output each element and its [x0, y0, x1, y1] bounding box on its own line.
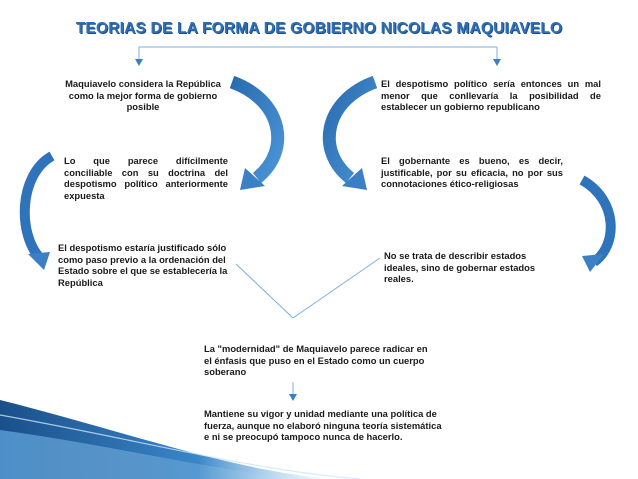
left-curved-arrow [25, 156, 52, 270]
curved-arrow-icon [28, 252, 50, 270]
block-gobernante-bueno: El gobernante es bueno, es decir, justificable, por su eficacia, no por sus connotaciones ético-religiosas [381, 155, 563, 189]
middle-down-arrow [289, 382, 297, 401]
block-despotismo-mal-menor: El despotismo político sería entonces un mal menor que conllevaría la posibilidad de establecer un gobierno republicano [381, 78, 601, 112]
block-vigor: Mantiene su vigor y unidad mediante una política de fuerza, aunque no elaboró ninguna teoría sistemática e ni se preocupó tampoco nunca de hacerlo. [204, 408, 442, 442]
block-estados-reales: No se trata de describir estados ideales, sino de gobernar estados reales. [384, 250, 536, 284]
down-arrow-icon [135, 59, 143, 66]
down-arrow-icon [493, 59, 501, 66]
v-shape-connector [236, 258, 380, 318]
block-modernidad: La "modernidad" de Maquiavelo parece radicar en el énfasis que puso en el Estado como un cuerpo soberano [204, 343, 428, 377]
block-conciliable: Lo que parece difícilmente conciliable con su doctrina del despotismo político anteriormente expuesta [64, 155, 228, 201]
top-connector [135, 47, 501, 66]
down-arrow-icon [289, 394, 297, 401]
crossing-curved-arrows [232, 82, 375, 190]
block-republica: Maquiavelo considera la República como la mejor forma de gobierno posible [65, 78, 221, 112]
right-curved-arrow [582, 180, 611, 272]
page-title: TEORIAS DE LA FORMA DE GOBIERNO NICOLAS MAQUIAVELO [75, 20, 563, 37]
block-justificado: El despotismo estaría justificado sólo como paso previo a la ordenación del Estado sobre el que se establecería la República [58, 242, 228, 288]
